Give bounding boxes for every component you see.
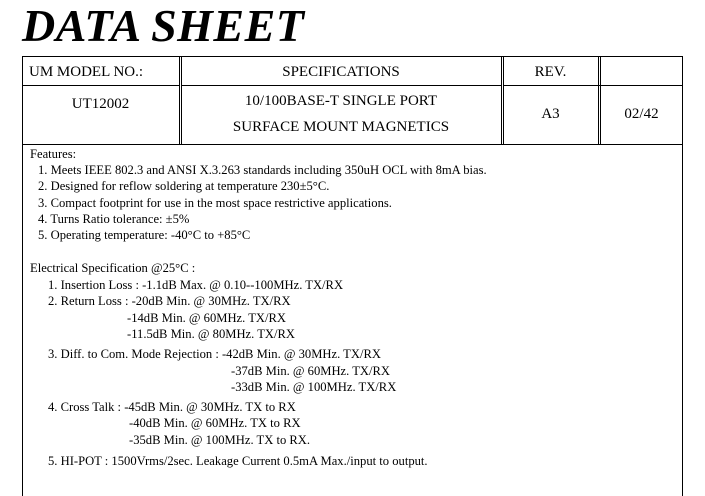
column-divider <box>179 56 180 144</box>
features-section <box>30 146 487 243</box>
insertion-loss-spec: 1. Insertion Loss : -1.1dB Max. @ 0.10--100MHz. TX/RX <box>48 277 344 292</box>
header-row-divider <box>503 85 683 86</box>
hipot-spec: 5. HI-POT : 1500Vrms/2sec. Leakage Current 0.5mA Max./input to output. <box>48 453 428 468</box>
cmr-spec: 3. Diff. to Com. Mode Rejection : -42dB Min. @ 30MHz. TX/RX <box>48 346 381 361</box>
cross-talk-spec: -35dB Min. @ 100MHz. TX to RX. <box>129 432 311 447</box>
spec-line-1: 10/100BASE-T SINGLE PORT <box>244 93 438 109</box>
electrical-heading: Electrical Specification @25°C : <box>30 261 196 275</box>
feature-item: 2. Designed for reflow soldering at temperature 230±5°C. <box>38 179 330 194</box>
column-divider <box>501 56 502 144</box>
feature-item: 5. Operating temperature: -40°C to +85°C <box>38 228 251 243</box>
column-divider <box>600 56 601 144</box>
feature-item: 4. Turns Ratio tolerance: ±5% <box>38 211 190 226</box>
header-bottom-divider <box>22 144 683 145</box>
cmr-spec: -37dB Min. @ 60MHz. TX/RX <box>231 363 390 378</box>
cross-talk-spec: 4. Cross Talk : -45dB Min. @ 30MHz. TX to RX <box>48 399 296 414</box>
page-title: DATA SHEET <box>22 0 305 51</box>
return-loss-spec: -11.5dB Min. @ 80MHz. TX/RX <box>127 327 295 342</box>
spec-line-2: SURFACE MOUNT MAGNETICS <box>232 119 450 135</box>
cmr-spec: -33dB Min. @ 100MHz. TX/RX <box>231 380 397 395</box>
return-loss-spec: -14dB Min. @ 60MHz. TX/RX <box>127 310 286 325</box>
header-row-divider <box>181 85 501 86</box>
electrical-spec-section <box>30 260 428 469</box>
model-value: UT12002 <box>71 96 130 112</box>
spec-label: SPECIFICATIONS <box>282 64 400 80</box>
feature-item: 3. Compact footprint for use in the most space restrictive applications. <box>38 195 392 210</box>
rev-label: REV. <box>534 64 567 80</box>
header-row-divider <box>22 85 179 86</box>
model-label: UM MODEL NO.: <box>29 64 144 80</box>
page-number: 02/42 <box>624 106 659 122</box>
cross-talk-spec: -40dB Min. @ 60MHz. TX to RX <box>129 416 301 431</box>
return-loss-spec: 2. Return Loss : -20dB Min. @ 30MHz. TX/RX <box>48 294 291 309</box>
feature-item: 1. Meets IEEE 802.3 and ANSI X.3.263 standards including 350uH OCL with 8mA bias. <box>38 163 487 178</box>
column-divider <box>598 56 599 144</box>
rev-value: A3 <box>541 106 560 122</box>
features-heading: Features: <box>30 147 77 161</box>
